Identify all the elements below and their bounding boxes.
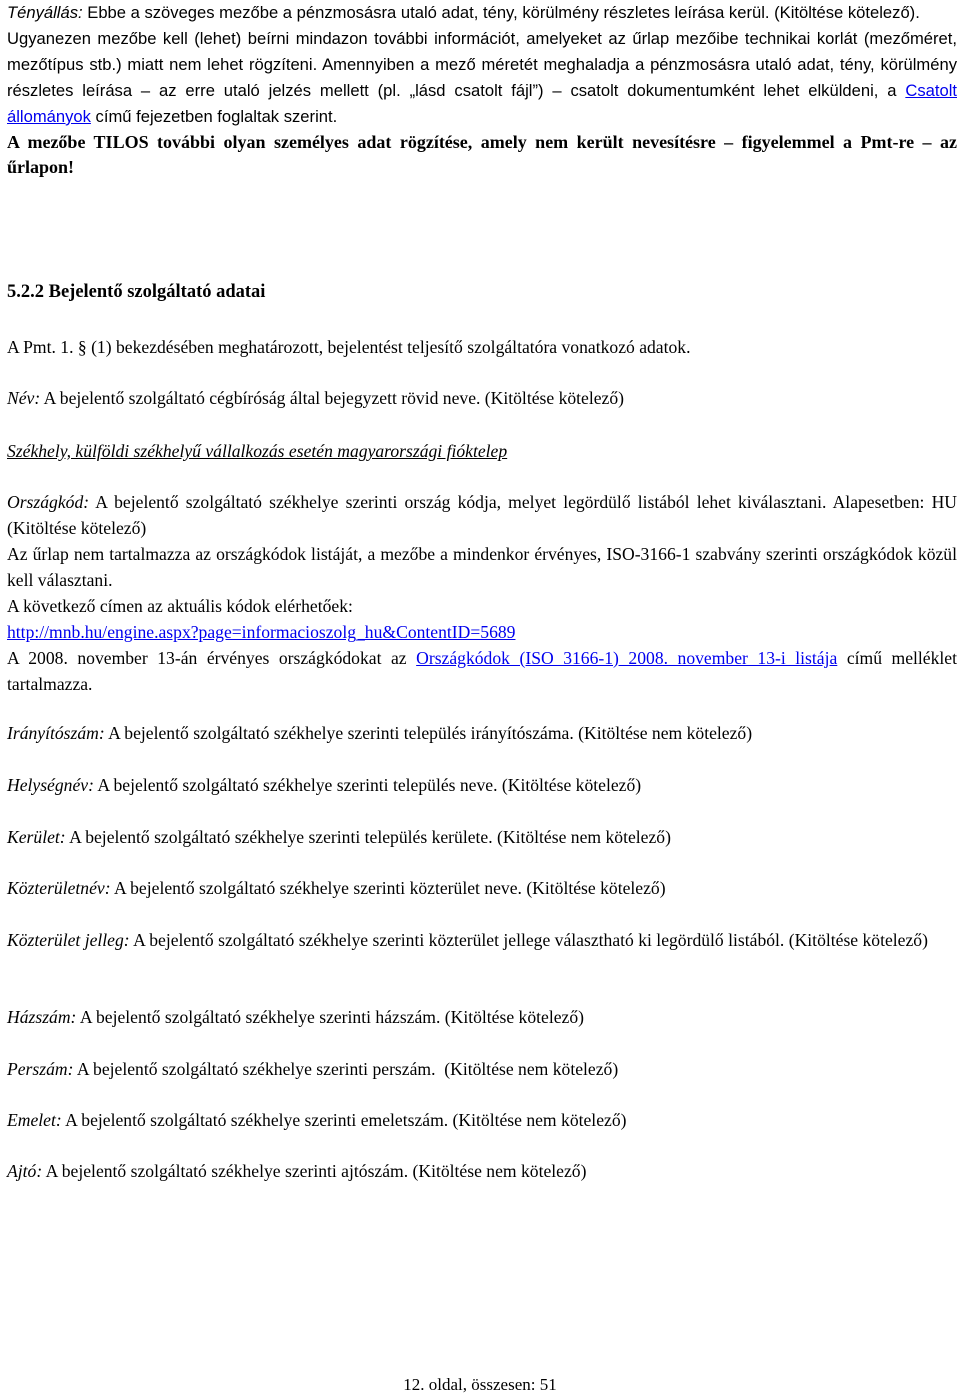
- field-text: A bejelentő szolgáltató székhelye szerinti perszám. (Kitöltése nem kötelező): [73, 1059, 619, 1079]
- nev-label: Név:: [7, 388, 41, 408]
- field-text: A bejelentő szolgáltató székhelye szerinti település kerülete. (Kitöltése nem kötelező): [65, 827, 671, 847]
- tenyallas-paragraph: [7, 0, 957, 26]
- field-hazszam: [7, 1004, 957, 1030]
- nev-paragraph: [7, 385, 957, 411]
- szekhely-heading: Székhely, külföldi székhelyű vállalkozás esetén magyarországi fióktelep: [7, 441, 508, 461]
- ervenyes-before: A 2008. november 13-án érvényes országkódokat az: [7, 648, 417, 668]
- urlap-paragraph: Az űrlap nem tartalmazza az országkódok listáját, a mezőbe a mindenkor érvényes, ISO-3166-1 szabvány szerinti országkódok közül kell választani.: [7, 544, 957, 590]
- field-label: Kerület:: [7, 827, 66, 847]
- field-text: A bejelentő szolgáltató székhelye szerinti település irányítószáma. (Kitöltése nem kötelező): [104, 723, 753, 743]
- field-text: A bejelentő szolgáltató székhelye szerinti házszám. (Kitöltése kötelező): [76, 1007, 584, 1027]
- tenyallas-text: Ebbe a szöveges mezőbe a pénzmosásra utaló adat, tény, körülmény részletes leírása kerül. (Kitöltése kötelező).: [82, 3, 920, 22]
- field-label: Perszám:: [7, 1059, 74, 1079]
- page-footer: 12. oldal, összesen: 51: [403, 1375, 557, 1394]
- field-helysegnev: [7, 772, 957, 798]
- field-ajto: [7, 1158, 957, 1184]
- field-kerulet: [7, 824, 957, 850]
- tilos-paragraph: A mezőbe TILOS további olyan személyes adat rögzítése, amely nem került nevesítésre – figyelemmel a Pmt-re – az űrlapon!: [7, 132, 957, 177]
- field-label: Helységnév:: [7, 775, 94, 795]
- field-text: A bejelentő szolgáltató székhelye szerinti ajtószám. (Kitöltése nem kötelező): [42, 1161, 587, 1181]
- field-text: A bejelentő szolgáltató székhelye szerinti emeletszám. (Kitöltése nem kötelező): [61, 1110, 627, 1130]
- ugyanezen-text: Ugyanezen mezőbe kell (lehet) beírni mindazon további információt, amelyeket az űrlap mezőibe technikai korlát (mezőméret, mezőtípus stb.) miatt nem lehet rögzíteni. Amennyiben a mező méretét meghaladja a pénzmosásra utaló adat, tény, körülmény részletes leírása – az erre utaló jelzés mellett (pl. „lásd csatolt fájl”) – csatolt dokumentumként lehet elküldeni, a: [7, 29, 957, 100]
- url-paragraph: [7, 619, 957, 645]
- field-label: Közterület jelleg:: [7, 930, 130, 950]
- field-text: A bejelentő szolgáltató székhelye szerinti település neve. (Kitöltése kötelező): [93, 775, 642, 795]
- intro-block: [7, 0, 957, 180]
- field-label: Közterületnév:: [7, 878, 111, 898]
- orszagkod-text: A bejelentő szolgáltató székhelye szerinti ország kódja, melyet legördülő listából lehet kiválasztani. Alapesetben: HU (Kitöltése kötelező): [7, 492, 957, 538]
- mnb-url-link[interactable]: http://mnb.hu/engine.aspx?page=informacioszolg_hu&ContentID=5689: [7, 622, 516, 642]
- csatolt-after-text: című fejezetben foglaltak szerint.: [90, 107, 338, 126]
- ervenyes-paragraph: [7, 645, 957, 697]
- nev-text: A bejelentő szolgáltató cégbíróság által bejegyzett rövid neve. (Kitöltése kötelező): [40, 388, 625, 408]
- field-kozterulet-jelleg: [7, 927, 957, 953]
- orszagkod-label: Országkód:: [7, 492, 90, 512]
- tenyallas-label: Tényállás:: [7, 3, 83, 22]
- field-label: Ajtó:: [7, 1161, 43, 1181]
- field-iranyitoszam: [7, 720, 957, 746]
- orszagkodok-lista-link[interactable]: Országkódok (ISO 3166-1) 2008. november 13-i listája: [416, 648, 838, 668]
- field-label: Házszám:: [7, 1007, 77, 1027]
- ervenyes-after: című melléklet tartalmazza.: [7, 648, 958, 694]
- field-perszam: [7, 1056, 957, 1082]
- field-label: Emelet:: [7, 1110, 62, 1130]
- section-heading: 5.2.2 Bejelentő szolgáltató adatai: [7, 282, 266, 302]
- orszagkod-paragraph: [7, 489, 957, 541]
- kovetkezo-paragraph: A következő címen az aktuális kódok elérhetőek:: [7, 596, 353, 616]
- field-text: A bejelentő szolgáltató székhelye szerinti közterület jellege választható ki legördülő listából. (Kitöltése kötelező): [129, 930, 928, 950]
- ugyanezen-paragraph: [7, 26, 957, 130]
- field-kozteruletnev: [7, 875, 957, 901]
- field-emelet: [7, 1107, 957, 1133]
- pmt-paragraph: A Pmt. 1. § (1) bekezdésében meghatározott, bejelentést teljesítő szolgáltatóra vonatkozó adatok.: [7, 337, 691, 357]
- field-text: A bejelentő szolgáltató székhelye szerinti közterület neve. (Kitöltése kötelező): [110, 878, 666, 898]
- field-label: Irányítószám:: [7, 723, 105, 743]
- csatolt-allomanyok-link[interactable]: Csatolt állományok: [7, 81, 957, 126]
- orszagkod-block: [7, 489, 957, 697]
